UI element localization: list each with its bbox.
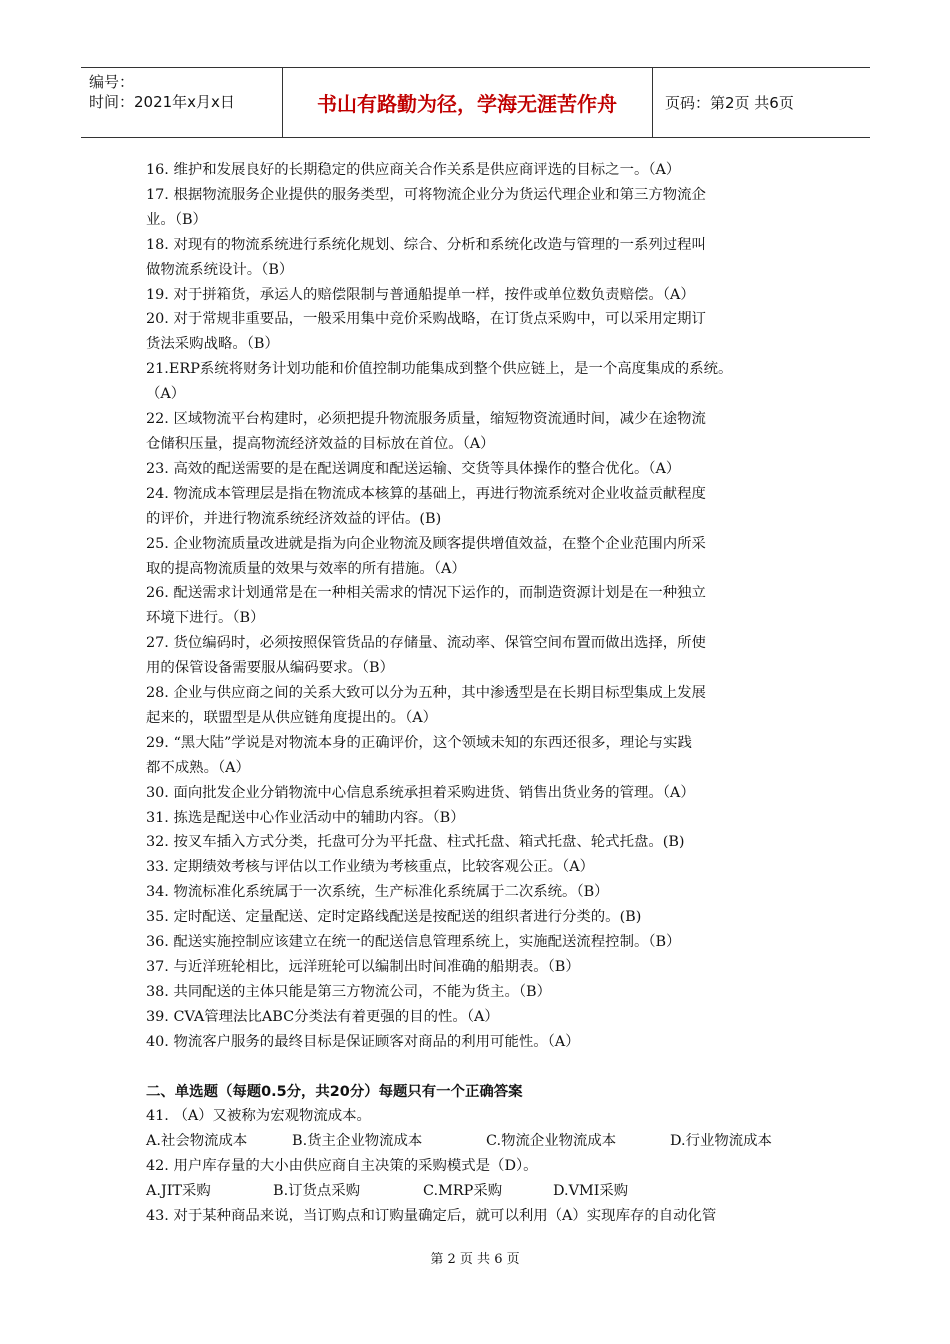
statement-line: 18. 对现有的物流系统进行系统化规划、综合、分析和系统化改造与管理的一系列过程叫 [146,236,706,253]
question-43: 43. 对于某种商品来说，当订购点和订购量确定后，就可以利用（A）实现库存的自动化管 [146,1208,717,1225]
statement-line: 的评价，并进行物流系统经济效益的评估。(B) [146,510,442,527]
option-a: A.社会物流成本 [146,1133,248,1150]
statement-line: 39. CVA管理法比ABC分类法有着更强的目的性。（A） [146,1008,499,1025]
statement-line: 26. 配送需求计划通常是在一种相关需求的情况下运作的，而制造资源计划是在一种独立 [146,585,706,602]
statement-line: 17. 根据物流服务企业提供的服务类型，可将物流企业分为货运代理企业和第三方物流企 [146,186,706,203]
statement-line: 用的保管设备需要服从编码要求。（B） [146,660,395,677]
statement-line: 环境下进行。（B） [146,610,265,627]
statement-line: 30. 面向批发企业分销物流中心信息系统承担着采购进货、销售出货业务的管理。（A） [146,784,695,801]
true-false-statements [146,158,822,1055]
statement-line: 33. 定期绩效考核与评估以工作业绩为考核重点，比较客观公正。（A） [146,859,594,876]
option-b: B.货主企业物流成本 [292,1133,423,1150]
statement-line: 货法采购战略。（B） [146,336,279,353]
statement-line: 19. 对于拼箱货，承运人的赔偿限制与普通船提单一样，按件或单位数负责赔偿。（A） [146,286,695,303]
page-footer: 第 2 页 共 6 页 [430,1252,520,1267]
statement-line: 28. 企业与供应商之间的关系大致可以分为五种，其中渗透型是在长期目标型集成上发展 [146,685,706,702]
statement-line: 22. 区域物流平台构建时，必须把提升物流服务质量，缩短物资流通时间，减少在途物流 [146,411,706,428]
option-d: D.VMI采购 [553,1183,629,1200]
statement-line: 都不成熟。（A） [146,759,250,776]
statement-line: 37. 与近洋班轮相比，远洋班轮可以编制出时间准确的船期表。（B） [146,959,580,975]
statement-line: 21.ERP系统将财务计划功能和价值控制功能集成到整个供应链上，是一个高度集成的系统。 [146,361,733,378]
statement-line: 25. 企业物流质量改进就是指为向企业物流及顾客提供增值效益，在整个企业范围内所采 [146,535,706,552]
header-meta [89,72,235,112]
statement-line: 业。（B） [146,211,207,228]
statement-line: 29. “黑大陆”学说是对物流本身的正确评价，这个领域未知的东西还很多，理论与实践 [146,734,692,751]
header-table [81,67,870,138]
document-body [146,158,822,1229]
statement-line: 取的提高物流质量的效果与效率的所有措施。（A） [146,560,466,577]
statement-line: 16. 维护和发展良好的长期稳定的供应商关合作关系是供应商评选的目标之一。（A） [146,162,681,178]
statement-line: 32. 按叉车插入方式分类，托盘可分为平托盘、柱式托盘、箱式托盘、轮式托盘。(B) [146,834,685,851]
section-heading: 二、单选题（每题0.5分，共20分）每题只有一个正确答案 [146,1083,523,1100]
statement-line: 34. 物流标准化系统属于一次系统，生产标准化系统属于二次系统。（B） [146,884,609,901]
statement-line: 23. 高效的配送需要的是在配送调度和配送运输、交货等具体操作的整合优化。（A） [146,460,681,477]
question-42: 42. 用户库存量的大小由供应商自主决策的采购模式是（D）。 [146,1158,538,1175]
option-c: C.物流企业物流成本 [486,1133,617,1150]
statement-line: （A） [146,386,186,403]
question-42-options [146,1179,822,1204]
statement-line: 仓储积压量，提高物流经济效益的目标放在首位。（A） [146,435,495,452]
statement-line: 35. 定时配送、定量配送、定时定路线配送是按配送的组织者进行分类的。(B) [146,909,642,926]
statement-line: 40. 物流客户服务的最终目标是保证顾客对商品的利用可能性。（A） [146,1033,580,1050]
option-b: B.订货点采购 [273,1183,361,1200]
number-label: 编号： [89,73,135,91]
option-d: D.行业物流成本 [670,1133,772,1150]
statement-line: 38. 共同配送的主体只能是第三方物流公司，不能为货主。（B） [146,983,551,1000]
question-41-options [146,1129,822,1154]
statement-line: 36. 配送实施控制应该建立在统一的配送信息管理系统上，实施配送流程控制。（B） [146,934,681,951]
page-info: 页码：第2页 共6页 [665,94,794,112]
motto: 书山有路勤为径，学海无涯苦作舟 [317,92,617,116]
statement-line: 31. 拣选是配送中心作业活动中的辅助内容。（B） [146,809,465,826]
statement-line: 27. 货位编码时，必须按照保管货品的存储量、流动率、保管空间布置而做出选择，所使 [146,635,706,652]
spacer [146,1055,822,1080]
statement-line: 24. 物流成本管理层是指在物流成本核算的基础上，再进行物流系统对企业收益贡献程度 [146,485,706,502]
statement-line: 做物流系统设计。（B） [146,261,294,278]
question-41: 41. （A）又被称为宏观物流成本。 [146,1108,371,1125]
option-c: C.MRP采购 [423,1183,503,1200]
statement-line: 起来的，联盟型是从供应链角度提出的。（A） [146,709,438,726]
date-label: 时间：2021年x月x日 [89,93,235,111]
statement-line: 20. 对于常规非重要品，一般采用集中竞价采购战略，在订货点采购中，可以采用定期订 [146,311,706,328]
option-a: A.JIT采购 [146,1183,211,1200]
